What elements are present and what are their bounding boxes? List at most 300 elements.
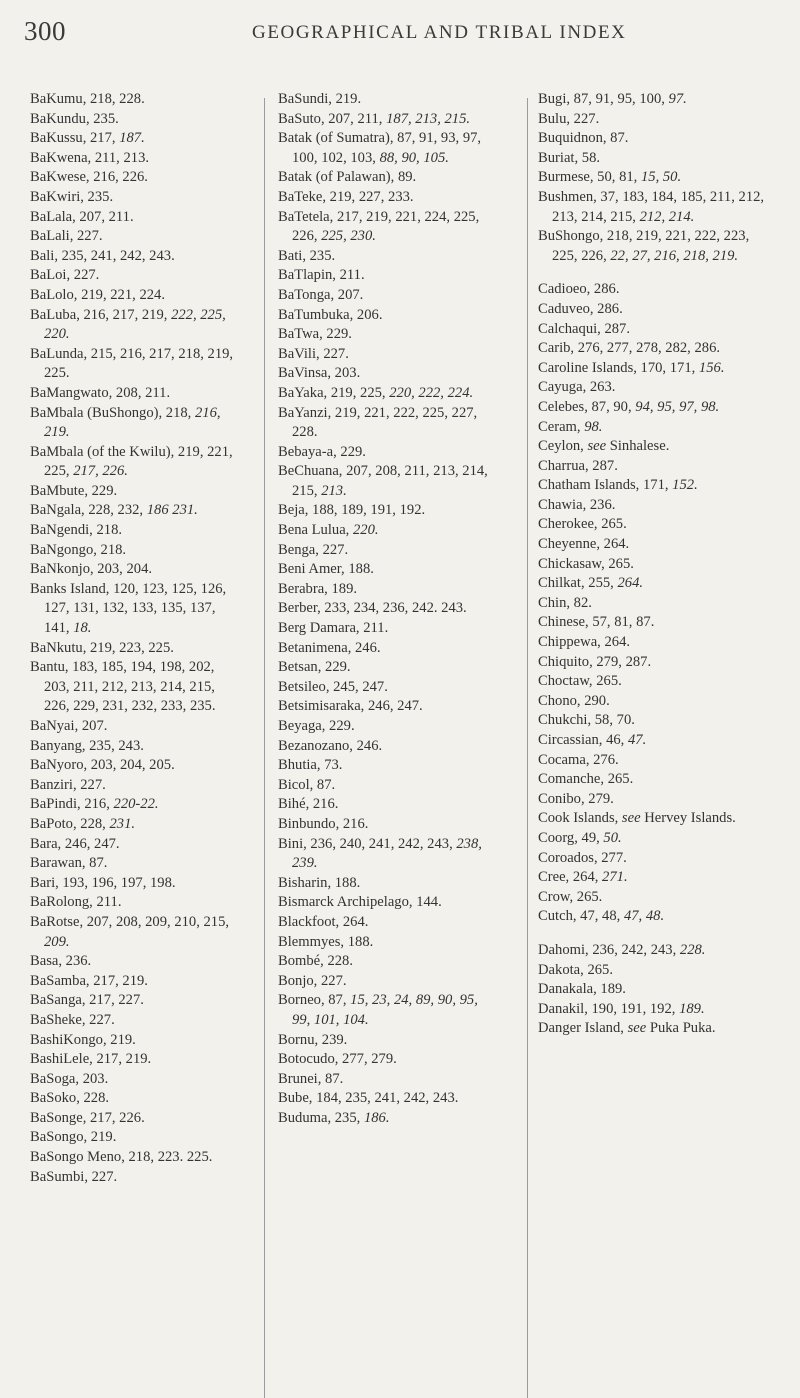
entry-text: Betsimisaraka, 246, 247. — [278, 698, 423, 715]
entry-text: Burmese, 50, 81, — [538, 169, 641, 186]
index-entry — [30, 815, 243, 835]
entry-text: Bombé, 228. — [278, 953, 353, 970]
index-entry — [538, 418, 770, 438]
entry-text: Bezanozano, 246. — [278, 737, 383, 754]
entry-text: Chippewa, 264. — [538, 634, 631, 651]
index-entry — [538, 515, 770, 535]
entry-text: Carib, 276, 277, 278, 282, 286. — [538, 340, 721, 357]
index-entry — [278, 972, 496, 992]
entry-italic-pages: 271. — [602, 869, 628, 886]
entry-italic-pages: 50. — [603, 829, 622, 846]
index-entry — [538, 457, 770, 477]
entry-text: Chono, 290. — [538, 692, 610, 709]
index-entry — [30, 521, 243, 541]
index-entry — [30, 874, 243, 894]
entry-text: BaKundu, 235. — [30, 110, 119, 127]
index-entry — [538, 398, 770, 418]
entry-text: BaNyoro, 203, 204, 205. — [30, 757, 175, 774]
index-entry — [538, 359, 770, 379]
index-entry — [538, 711, 770, 731]
entry-text: Berabra, 189. — [278, 580, 358, 597]
entry-text: Caduveo, 286. — [538, 300, 623, 317]
index-entry — [30, 129, 243, 149]
index-entry — [538, 731, 770, 751]
entry-text: Dakota, 265. — [538, 961, 613, 978]
entry-text: BaLoi, 227. — [30, 267, 100, 284]
entry-italic-pages: 187. — [119, 130, 145, 147]
index-entry — [278, 110, 496, 130]
index-entry — [30, 1050, 243, 1070]
index-entry — [538, 437, 770, 457]
entry-text: BaYanzi, 219, 221, 222, 225, 227, 228. — [278, 404, 478, 441]
index-entry — [30, 482, 243, 502]
entry-italic-pages: 213. — [321, 482, 347, 499]
entry-text: BaSoga, 203. — [30, 1070, 109, 1087]
entry-text: Bhutia, 73. — [278, 757, 343, 774]
index-entry — [30, 835, 243, 855]
entry-text: BaPindi, 216, — [30, 796, 114, 813]
entry-text: Buquidnon, 87. — [538, 130, 629, 147]
index-entry — [538, 339, 770, 359]
running-head: GEOGRAPHICAL AND TRIBAL INDEX — [252, 22, 627, 43]
entry-italic-pages: 18. — [73, 620, 92, 637]
index-entry — [278, 306, 496, 326]
index-entry — [278, 1070, 496, 1090]
entry-italic-pages: 222, 225, 220. — [44, 306, 226, 343]
entry-text: BaNyai, 207. — [30, 718, 108, 734]
entry-text: Basa, 236. — [30, 953, 92, 970]
index-entry — [278, 893, 496, 913]
entry-text: Cayuga, 263. — [538, 379, 616, 396]
entry-text: BaSonge, 217, 226. — [30, 1109, 145, 1126]
entry-italic-pages: 212, 214. — [639, 208, 695, 225]
entry-italic-pages: 94, 95, 97, 98. — [635, 398, 720, 415]
index-entry — [278, 815, 496, 835]
entry-italic-pages: 88, 90, 105. — [379, 149, 449, 166]
entry-text: Circassian, 46, — [538, 732, 628, 748]
entry-text: BaKumu, 218, 228. — [30, 91, 145, 107]
index-entry — [278, 658, 496, 678]
entry-italic-pages: 187, 213, 215. — [386, 110, 471, 127]
index-entry — [538, 888, 770, 908]
entry-text: Binbundo, 216. — [278, 815, 369, 832]
index-entry — [538, 633, 770, 653]
entry-text: Cadioeo, 286. — [538, 281, 620, 298]
entry-text: Celebes, 87, 90, — [538, 398, 636, 415]
index-entry — [538, 555, 770, 575]
entry-text: Cocama, 276. — [538, 751, 619, 768]
entry-text: BaSumbi, 227. — [30, 1168, 118, 1185]
index-entry — [30, 776, 243, 796]
index-entry — [538, 110, 770, 130]
entry-text: Berber, 233, 234, 236, 242. 243. — [278, 600, 467, 617]
entry-text: BaNkutu, 219, 223, 225. — [30, 639, 174, 656]
entry-cross-reference: Puka Puka. — [646, 1020, 716, 1037]
entry-text: Bebaya-a, 229. — [278, 443, 366, 460]
index-entry — [278, 560, 496, 580]
index-entry — [278, 756, 496, 776]
entry-text: Betsileo, 245, 247. — [278, 678, 388, 695]
entry-text: BaLali, 227. — [30, 228, 103, 245]
entry-text: Chukchi, 58, 70. — [538, 712, 635, 729]
index-entry — [538, 980, 770, 1000]
entry-text: Borneo, 87, — [278, 992, 351, 1009]
entry-text: BaSuto, 207, 211, — [278, 110, 387, 127]
entry-text: BaLolo, 219, 221, 224. — [30, 286, 165, 303]
entry-text: Chatham Islands, 171, — [538, 477, 673, 494]
entry-text: Berg Damara, 211. — [278, 620, 389, 637]
entry-italic-pages: 186. — [363, 1109, 390, 1126]
entry-text: Buduma, 235, — [278, 1109, 364, 1126]
entry-cross-reference: Sinhalese. — [606, 438, 670, 455]
entry-text: Bonjo, 227. — [278, 972, 347, 989]
index-entry — [538, 849, 770, 869]
index-entry — [30, 952, 243, 972]
index-entry — [30, 404, 243, 443]
index-entry — [538, 653, 770, 673]
index-entry — [278, 1031, 496, 1051]
entry-italic-pages: see — [627, 1020, 647, 1037]
page-number: 300 — [24, 16, 66, 46]
entry-text: BaNgongo, 218. — [30, 541, 127, 558]
entry-text: BaYaka, 219, 225, — [278, 384, 390, 401]
entry-text: Danakala, 189. — [538, 981, 626, 998]
entry-text: Bari, 193, 196, 197, 198. — [30, 874, 176, 891]
index-entry — [30, 208, 243, 228]
entry-cross-reference: Hervey Islands. — [640, 810, 736, 827]
index-entry — [30, 1011, 243, 1031]
index-entry — [538, 692, 770, 712]
entry-text: BaVinsa, 203. — [278, 365, 361, 382]
index-entry — [278, 1089, 496, 1109]
index-entry — [30, 580, 243, 639]
entry-text: Coorg, 49, — [538, 829, 604, 846]
entry-text: BaTeke, 219, 227, 233. — [278, 188, 414, 205]
index-entry — [30, 972, 243, 992]
entry-italic-pages: 47. — [627, 732, 647, 748]
entry-italic-pages: 22, 27, 216, 218, 219. — [610, 247, 739, 264]
entry-italic-pages: see — [621, 810, 641, 827]
entry-text: BaMbala (of the Kwilu), 219, 221, 225, — [30, 443, 233, 480]
index-entry — [278, 795, 496, 815]
index-entry — [30, 1070, 243, 1090]
entry-text: Bornu, 239. — [278, 1031, 348, 1048]
index-entry — [278, 443, 496, 463]
index-entry — [538, 941, 770, 961]
index-entry — [278, 874, 496, 894]
entry-text: BaTwa, 229. — [278, 326, 352, 343]
index-entry — [30, 991, 243, 1011]
entry-text: BaSoko, 228. — [30, 1090, 110, 1107]
index-entry — [278, 913, 496, 933]
index-entry — [538, 868, 770, 888]
index-entry — [278, 1109, 496, 1129]
entry-text: BaMbala (BuShongo), 218, — [30, 404, 195, 421]
entry-italic-pages: 186 231. — [146, 502, 198, 519]
index-entry — [278, 168, 496, 188]
index-entry — [278, 697, 496, 717]
entry-text: Charrua, 287. — [538, 457, 618, 474]
column-divider — [527, 98, 528, 1398]
entry-text: Danger Island, — [538, 1020, 628, 1037]
entry-text: BaNgala, 228, 232, — [30, 502, 147, 519]
entry-text: Ceylon, — [538, 438, 588, 455]
entry-text: Bihé, 216. — [278, 796, 339, 813]
entry-text: Banks Island, 120, 123, 125, 126, 127, 131, 132, 133, 135, 137, 141, — [30, 580, 227, 637]
entry-text: Chin, 82. — [538, 594, 592, 611]
index-entry — [538, 829, 770, 849]
index-column-2 — [278, 90, 496, 1128]
index-entry — [538, 672, 770, 692]
entry-text: Cutch, 47, 48, — [538, 908, 624, 925]
index-entry — [538, 751, 770, 771]
index-entry — [278, 188, 496, 208]
entry-italic-pages: 238, 239. — [292, 835, 482, 872]
index-entry — [278, 580, 496, 600]
index-entry — [30, 1031, 243, 1051]
entry-text: Calchaqui, 287. — [538, 320, 631, 337]
index-entry — [30, 639, 243, 659]
entry-text: BaKussu, 217, — [30, 130, 120, 147]
index-entry — [30, 560, 243, 580]
entry-italic-pages: 152. — [672, 477, 698, 494]
index-entry — [538, 907, 770, 927]
entry-text: BaKwiri, 235. — [30, 188, 114, 205]
index-entry — [278, 129, 496, 168]
entry-text: Dahomi, 236, 242, 243, — [538, 941, 680, 958]
entry-text: Benga, 227. — [278, 541, 349, 558]
index-entry — [278, 247, 496, 267]
entry-text: BashiKongo, 219. — [30, 1031, 136, 1048]
index-column-3 — [538, 90, 770, 1039]
entry-text: BaTlapin, 211. — [278, 267, 365, 284]
entry-text: Cook Islands, — [538, 810, 622, 827]
index-entry — [278, 325, 496, 345]
index-entry — [278, 835, 496, 874]
entry-text: BaSongo Meno, 218, 223. 225. — [30, 1149, 213, 1166]
index-entry — [278, 678, 496, 698]
entry-italic-pages: 231. — [109, 815, 136, 832]
entry-text: Caroline Islands, 170, 171, — [538, 359, 699, 376]
index-entry — [278, 639, 496, 659]
index-entry — [538, 496, 770, 516]
entry-italic-pages: see — [587, 438, 607, 455]
entry-text: Bena Lulua, — [278, 522, 353, 539]
entry-text: Bulu, 227. — [538, 110, 600, 127]
index-entry — [538, 770, 770, 790]
entry-text: Bushmen, 37, 183, 184, 185, 211, 212, 213, 214, 215, — [538, 188, 765, 225]
entry-text: BaVili, 227. — [278, 345, 349, 362]
entry-text: BaSheke, 227. — [30, 1011, 115, 1028]
entry-text: Buriat, 58. — [538, 149, 601, 166]
entry-text: Comanche, 265. — [538, 771, 634, 788]
entry-text: Cree, 264, — [538, 869, 603, 886]
index-entry — [30, 795, 243, 815]
entry-text: Betanimena, 246. — [278, 639, 381, 656]
index-entry — [278, 501, 496, 521]
index-entry — [30, 1128, 243, 1148]
index-entry — [30, 384, 243, 404]
index-entry — [30, 1089, 243, 1109]
index-entry — [538, 1000, 770, 1020]
index-entry — [30, 168, 243, 188]
index-entry — [30, 756, 243, 776]
index-entry — [30, 306, 243, 345]
index-entry — [30, 443, 243, 482]
index-entry — [538, 809, 770, 829]
entry-text: Chiquito, 279, 287. — [538, 653, 652, 670]
index-entry — [30, 188, 243, 208]
index-entry — [30, 854, 243, 874]
entry-text: Bati, 235. — [278, 247, 336, 264]
index-entry — [30, 737, 243, 757]
index-entry — [30, 658, 243, 717]
entry-text: Danakil, 190, 191, 192, — [538, 1000, 680, 1017]
entry-text: BaKwena, 211, 213. — [30, 149, 150, 166]
index-entry — [278, 521, 496, 541]
index-entry — [538, 168, 770, 188]
entry-text: BaKwese, 216, 226. — [30, 169, 148, 186]
entry-text: BaNkonjo, 203, 204. — [30, 561, 153, 578]
entry-text: Betsan, 229. — [278, 659, 351, 676]
entry-text: Blemmyes, 188. — [278, 933, 374, 950]
index-entry — [278, 90, 496, 110]
entry-text: Bismarck Archipelago, 144. — [278, 894, 442, 911]
entry-italic-pages: 15, 50. — [640, 169, 682, 186]
entry-text: Botocudo, 277, 279. — [278, 1051, 397, 1068]
entry-text: Choctaw, 265. — [538, 673, 622, 690]
entry-text: BaPoto, 228, — [30, 815, 110, 832]
entry-italic-pages: 225, 230. — [321, 228, 376, 245]
index-entry — [30, 286, 243, 306]
entry-text: BeChuana, 207, 208, 211, 213, 214, 215, — [278, 463, 488, 499]
index-entry — [278, 404, 496, 443]
entry-italic-pages: 220. — [352, 522, 379, 539]
index-entry — [538, 574, 770, 594]
entry-text: Bisharin, 188. — [278, 874, 361, 891]
index-entry — [30, 893, 243, 913]
entry-text: BaTonga, 207. — [278, 286, 364, 303]
entry-italic-pages: 156. — [698, 359, 725, 376]
entry-text: BaSongo, 219. — [30, 1129, 117, 1146]
index-entry — [30, 110, 243, 130]
entry-text: Beyaga, 229. — [278, 718, 355, 734]
index-entry — [538, 378, 770, 398]
index-entry — [538, 476, 770, 496]
entry-text: BaSamba, 217, 219. — [30, 972, 148, 989]
index-entry — [278, 345, 496, 365]
entry-text: Bantu, 183, 185, 194, 198, 202, 203, 211, 212, 213, 214, 215, 226, 229, 231, 232, 233, 235. — [30, 659, 216, 715]
index-entry — [30, 266, 243, 286]
entry-text: BaLala, 207, 211. — [30, 208, 134, 225]
column-divider — [264, 98, 265, 1398]
entry-text: Bugi, 87, 91, 95, 100, — [538, 91, 669, 107]
index-entry — [538, 961, 770, 981]
index-entry — [278, 266, 496, 286]
index-entry — [278, 364, 496, 384]
index-column-1 — [30, 90, 243, 1187]
entry-text: Chawia, 236. — [538, 496, 616, 513]
index-entry — [278, 737, 496, 757]
entry-italic-pages: 98. — [584, 418, 603, 435]
index-entry — [538, 535, 770, 555]
index-entry — [278, 717, 496, 737]
index-entry — [538, 90, 770, 110]
index-entry — [538, 1019, 770, 1039]
index-entry — [538, 188, 770, 227]
index-entry — [30, 1109, 243, 1129]
entry-text: BaSanga, 217, 227. — [30, 992, 144, 1009]
entry-text: BaLuba, 216, 217, 219, — [30, 306, 172, 323]
entry-text: Cherokee, 265. — [538, 516, 627, 533]
index-entry — [538, 300, 770, 320]
entry-italic-pages: 217, 226. — [73, 463, 128, 480]
index-entry — [538, 790, 770, 810]
entry-italic-pages: 47, 48. — [623, 908, 665, 925]
index-entry — [278, 541, 496, 561]
entry-text: Bali, 235, 241, 242, 243. — [30, 247, 175, 264]
entry-text: Chilkat, 255, — [538, 575, 618, 592]
entry-italic-pages: 228. — [679, 941, 706, 958]
index-entry — [538, 129, 770, 149]
index-entry — [278, 286, 496, 306]
index-entry — [538, 149, 770, 169]
index-entry — [278, 384, 496, 404]
entry-text: BashiLele, 217, 219. — [30, 1051, 152, 1068]
entry-text: Banziri, 227. — [30, 776, 106, 793]
entry-italic-pages: 264. — [617, 575, 644, 592]
entry-italic-pages: 15, 23, 24, 89, 90, 95, 99, 101, 104. — [292, 992, 478, 1028]
entry-text: Bicol, 87. — [278, 776, 336, 793]
entry-text: Barawan, 87. — [30, 855, 108, 872]
entry-text: Brunei, 87. — [278, 1070, 344, 1087]
index-entry — [30, 227, 243, 247]
entry-text: Batak (of Palawan), 89. — [278, 169, 417, 186]
index-entry — [30, 717, 243, 737]
entry-italic-pages: 189. — [679, 1000, 705, 1017]
index-entry — [278, 619, 496, 639]
entry-text: Chickasaw, 265. — [538, 555, 634, 572]
index-entry — [278, 952, 496, 972]
entry-text: Ceram, — [538, 418, 585, 435]
index-entry — [30, 913, 243, 952]
index-entry — [30, 149, 243, 169]
entry-text: BaLunda, 215, 216, 217, 218, 219, 225. — [30, 345, 234, 382]
index-entry — [278, 933, 496, 953]
entry-text: Beni Amer, 188. — [278, 561, 374, 578]
entry-text: Crow, 265. — [538, 888, 603, 905]
entry-text: BaRotse, 207, 208, 209, 210, 215, — [30, 913, 230, 930]
index-entry — [278, 1050, 496, 1070]
entry-italic-pages: 220, 222, 224. — [389, 384, 474, 401]
entry-text: Bara, 246, 247. — [30, 835, 120, 852]
entry-italic-pages: 220-22. — [113, 796, 159, 813]
index-entry — [278, 599, 496, 619]
index-entry — [30, 501, 243, 521]
index-entry — [278, 208, 496, 247]
index-entry — [278, 991, 496, 1030]
index-entry — [30, 90, 243, 110]
entry-text: BaMangwato, 208, 211. — [30, 384, 171, 401]
entry-text: Bube, 184, 235, 241, 242, 243. — [278, 1090, 459, 1107]
entry-italic-pages: 216, 219. — [44, 404, 221, 441]
entry-text: BaTumbuka, 206. — [278, 306, 383, 323]
entry-text: Conibo, 279. — [538, 790, 614, 807]
entry-text: Chinese, 57, 81, 87. — [538, 614, 655, 631]
entry-text: Blackfoot, 264. — [278, 913, 369, 930]
entry-text: BuShongo, 218, 219, 221, 222, 223, 225, 226, — [538, 228, 750, 264]
index-entry — [538, 280, 770, 300]
